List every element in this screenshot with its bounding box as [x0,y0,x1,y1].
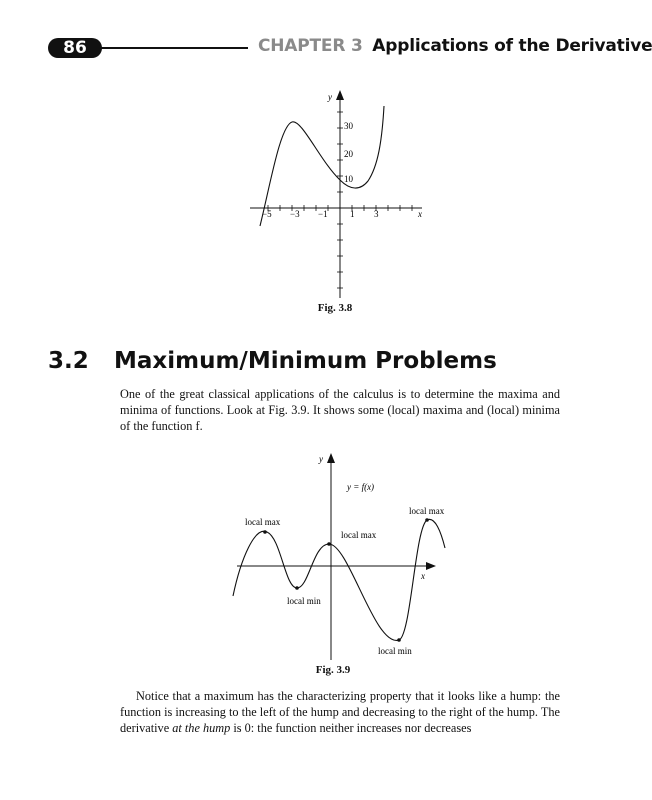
fig39-label-local-min-left: local min [287,596,321,606]
figure-3-8-graph [240,86,440,301]
page-header [48,36,652,60]
fig39-point-max-left [263,530,267,534]
fig39-y-arrow [327,453,335,463]
fig39-x-label: x [421,571,425,581]
figure-3-8 [240,86,440,301]
section-heading [48,348,497,374]
fig39-point-min-left [295,586,299,590]
fig39-point-min-right [397,638,401,642]
fig39-label-local-max-mid: local max [341,530,377,540]
paragraph-maximum-part1: Notice that a maximum has the characterizing property that it looks like a hump: the function is increasing to the left of the hump and decreasing to the right of the hump. The derivative [120,689,560,735]
figure-3-8-caption: Fig. 3.8 [317,302,353,314]
fig38-y-tick-30: 30 [344,121,353,131]
figure-3-9 [225,448,460,664]
fig39-point-max-right [425,518,429,522]
chapter-heading [258,36,652,56]
section-number: 3.2 [48,348,89,374]
fig38-y-arrow [336,90,344,100]
fig39-label-local-max-right: local max [409,506,445,516]
paragraph-maximum [120,688,560,736]
fig38-x-tick-neg3: −3 [290,209,300,219]
fig38-x-tick-1: 1 [350,209,355,219]
page-number-badge: 86 [48,38,102,58]
fig38-y-label: y [328,92,332,102]
fig38-x-label: x [418,209,422,219]
paragraph-maximum-part2: is 0: the function neither increases nor decreases [230,721,472,735]
fig39-x-arrow [426,562,436,570]
paragraph-maximum-emphasis: at the hump [172,721,231,735]
fig39-y-label: y [319,454,323,464]
fig38-x-tick-neg5: −5 [262,209,272,219]
section-title: Maximum/Minimum Problems [114,348,497,374]
figure-3-9-graph [225,448,460,664]
fig38-x-tick-neg1: −1 [318,209,328,219]
fig39-function-label: y = f(x) [347,482,375,492]
fig38-y-tick-10: 10 [344,174,353,184]
fig39-label-local-max-left: local max [245,517,281,527]
fig39-point-max-mid [327,542,331,546]
fig38-x-tick-3: 3 [374,209,379,219]
header-rule [98,47,248,49]
chapter-title: Applications of the Derivative [372,36,652,56]
fig39-label-local-min-right: local min [378,646,412,656]
paragraph-intro: One of the great classical applications of the calculus is to determine the maxima and minima of functions. Look at Fig. 3.9. It shows some (local) maxima and (local) minima of the function f. [120,387,560,433]
chapter-label: CHAPTER 3 [258,36,363,56]
fig38-y-tick-20: 20 [344,149,353,159]
figure-3-9-caption: Fig. 3.9 [315,664,351,676]
fig39-curve [233,519,445,640]
